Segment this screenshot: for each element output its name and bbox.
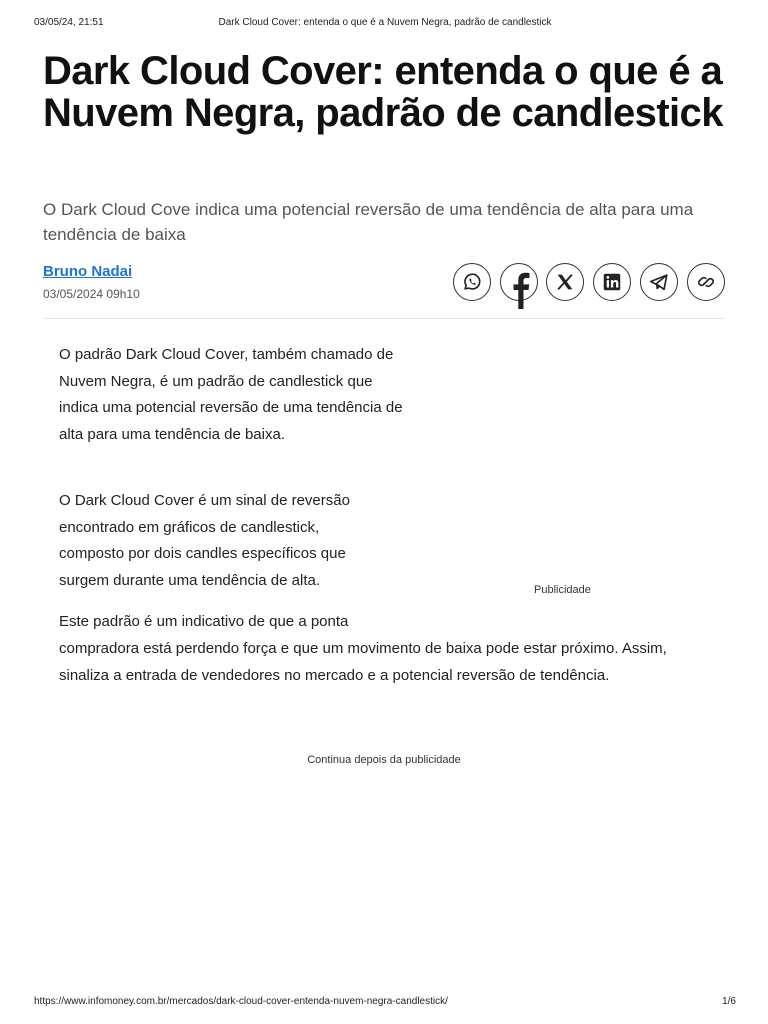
share-bar <box>453 263 725 301</box>
share-telegram-button[interactable] <box>640 263 678 301</box>
share-linkedin-button[interactable] <box>593 263 631 301</box>
whatsapp-icon <box>461 271 483 293</box>
print-url: https://www.infomoney.com.br/mercados/dark-cloud-cover-entenda-nuvem-negra-candlestick/ <box>34 996 448 1007</box>
link-icon <box>695 271 717 293</box>
print-document-title: Dark Cloud Cover: entenda o que é a Nuvem Negra, padrão de candlestick <box>218 17 552 28</box>
telegram-icon <box>648 271 670 293</box>
print-header <box>34 17 736 31</box>
article-paragraph-3-continued: compradora está perdendo força e que um movimento de baixa pode estar próximo. Assim, sinaliza a entrada de vendedores no mercado e a potencial reversão de tendência. <box>59 640 667 684</box>
print-footer <box>34 996 736 1010</box>
author-link[interactable]: Bruno Nadai <box>43 263 133 280</box>
publish-date: 03/05/2024 09h10 <box>43 287 140 301</box>
article-paragraph-2: O Dark Cloud Cover é um sinal de reversão encontrado em gráficos de candlestick, composto por dois candles específicos que surgem durante uma tendência de alta. <box>59 492 350 589</box>
facebook-icon <box>507 268 533 310</box>
ad-label-inline: Continua depois da publicidade <box>307 754 461 766</box>
share-x-button[interactable] <box>546 263 584 301</box>
header-divider <box>43 318 725 319</box>
article-paragraph-1: O padrão Dark Cloud Cover, também chamado de Nuvem Negra, é um padrão de candlestick que indica uma potencial reversão de uma tendência de alta para uma tendência de baixa. <box>59 346 403 443</box>
article-paragraph-3-line-1: Este padrão é um indicativo de que a ponta <box>59 613 349 630</box>
print-datetime: 03/05/24, 21:51 <box>34 17 104 28</box>
linkedin-icon <box>601 271 623 293</box>
x-icon <box>554 271 576 293</box>
ad-label-sidebar: Publicidade <box>534 584 591 596</box>
copy-link-button[interactable] <box>687 263 725 301</box>
share-facebook-button[interactable] <box>500 263 538 301</box>
page-number: 1/6 <box>722 996 736 1007</box>
article-subtitle: O Dark Cloud Cove indica uma potencial reversão de uma tendência de alta para uma tendência de baixa <box>43 200 694 244</box>
article-title: Dark Cloud Cover: entenda o que é a Nuvem Negra, padrão de candlestick <box>43 49 723 135</box>
share-whatsapp-button[interactable] <box>453 263 491 301</box>
